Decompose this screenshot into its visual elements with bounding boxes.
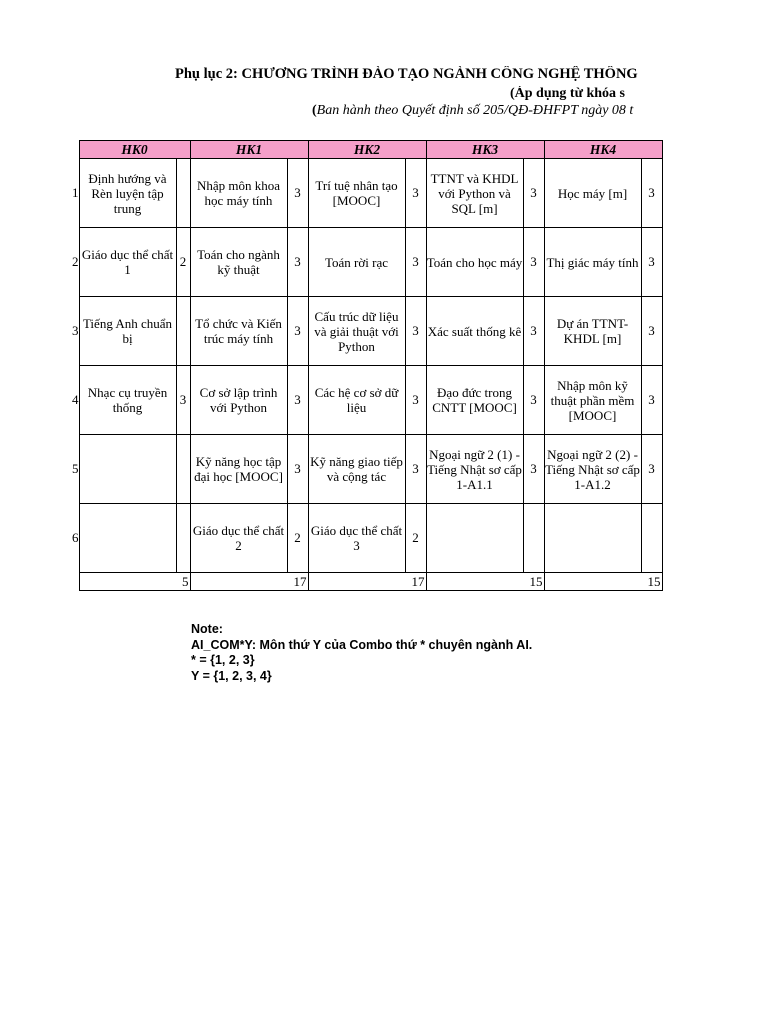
credit-cell: 3 (523, 435, 544, 504)
subject-cell: Học máy [m] (544, 159, 641, 228)
subject-cell: Ngoại ngữ 2 (2) - Tiếng Nhật sơ cấp 1-A1.2 (544, 435, 641, 504)
credit-cell: 3 (287, 366, 308, 435)
row-number: 4 (65, 366, 79, 435)
subject-cell: Các hệ cơ sở dữ liệu (308, 366, 405, 435)
subject-cell: Tổ chức và Kiến trúc máy tính (190, 297, 287, 366)
credit-cell: 3 (287, 297, 308, 366)
credit-cell: 3 (641, 297, 662, 366)
subject-cell: Đạo đức trong CNTT [MOOC] (426, 366, 523, 435)
subject-cell: Giáo dục thể chất 1 (79, 228, 176, 297)
credit-cell: 2 (287, 504, 308, 573)
credit-cell: 3 (641, 159, 662, 228)
subject-cell: Trí tuệ nhân tạo [MOOC] (308, 159, 405, 228)
subject-cell (426, 504, 523, 573)
term-credit-total: 15 (544, 573, 662, 591)
subject-cell: Giáo dục thể chất 2 (190, 504, 287, 573)
row-number: 3 (65, 297, 79, 366)
term-header: HK4 (544, 141, 662, 159)
credit-cell: 2 (405, 504, 426, 573)
credit-cell (176, 435, 190, 504)
credit-cell: 3 (523, 228, 544, 297)
credit-cell (176, 159, 190, 228)
subject-cell: Xác suất thống kê (426, 297, 523, 366)
totals-row (65, 573, 662, 591)
subject-cell: Nhạc cụ truyền thống (79, 366, 176, 435)
applicable-cohort-note: (Áp dụng từ khóa s (510, 86, 626, 101)
subject-cell (79, 504, 176, 573)
curriculum-table (65, 140, 663, 591)
table-row (65, 228, 662, 297)
term-header: HK1 (190, 141, 308, 159)
note-line: Y = {1, 2, 3, 4} (191, 668, 272, 683)
totals-spacer (65, 573, 79, 591)
subject-cell: Giáo dục thể chất 3 (308, 504, 405, 573)
row-number: 1 (65, 159, 79, 228)
subject-cell: Ngoại ngữ 2 (1) - Tiếng Nhật sơ cấp 1-A1.1 (426, 435, 523, 504)
credit-cell: 3 (176, 366, 190, 435)
credit-cell: 2 (176, 228, 190, 297)
decision-reference (312, 103, 662, 119)
subject-cell: Nhập môn khoa học máy tính (190, 159, 287, 228)
term-header: HK3 (426, 141, 544, 159)
subject-cell (79, 435, 176, 504)
table-row (65, 297, 662, 366)
credit-cell: 3 (523, 159, 544, 228)
credit-cell: 3 (287, 159, 308, 228)
document-title: Phụ lục 2: CHƯƠNG TRÌNH ĐÀO TẠO NGÀNH CÔNG NGHỆ THÔNG (175, 66, 638, 82)
credit-cell: 3 (405, 159, 426, 228)
note-block (191, 622, 532, 684)
subject-cell: Tiếng Anh chuẩn bị (79, 297, 176, 366)
subject-cell: Toán rời rạc (308, 228, 405, 297)
decision-reference-text: Ban hành theo Quyết định số 205/QĐ-ĐHFPT ngày 08 t (316, 103, 634, 118)
term-header-row (65, 141, 662, 159)
credit-cell: 3 (405, 297, 426, 366)
subject-cell: Toán cho ngành kỹ thuật (190, 228, 287, 297)
table-row (65, 435, 662, 504)
term-credit-total: 5 (79, 573, 190, 591)
term-header: HK0 (79, 141, 190, 159)
term-credit-total: 15 (426, 573, 544, 591)
subject-cell (544, 504, 641, 573)
table-row (65, 504, 662, 573)
term-credit-total: 17 (190, 573, 308, 591)
credit-cell: 3 (405, 435, 426, 504)
table-row (65, 159, 662, 228)
credit-cell (523, 504, 544, 573)
credit-cell: 3 (287, 228, 308, 297)
note-line: * = {1, 2, 3} (191, 653, 255, 667)
subject-cell: Thị giác máy tính (544, 228, 641, 297)
credit-cell: 3 (523, 366, 544, 435)
term-credit-total: 17 (308, 573, 426, 591)
decision-reference-lead: ( (312, 103, 317, 118)
credit-cell: 3 (641, 435, 662, 504)
subject-cell: Toán cho học máy (426, 228, 523, 297)
subject-cell: Cấu trúc dữ liệu và giải thuật với Python (308, 297, 405, 366)
subject-cell: Nhập môn kỹ thuật phần mềm [MOOC] (544, 366, 641, 435)
term-header: HK2 (308, 141, 426, 159)
subject-cell: Định hướng và Rèn luyện tập trung (79, 159, 176, 228)
subject-cell: Dự án TTNT-KHDL [m] (544, 297, 641, 366)
credit-cell (176, 504, 190, 573)
subject-cell: Kỹ năng học tập đại học [MOOC] (190, 435, 287, 504)
credit-cell (176, 297, 190, 366)
credit-cell: 3 (523, 297, 544, 366)
credit-cell: 3 (405, 228, 426, 297)
header-spacer (65, 141, 79, 159)
row-number: 6 (65, 504, 79, 573)
note-title: Note: (191, 622, 223, 636)
credit-cell (641, 504, 662, 573)
note-line: AI_COM*Y: Môn thứ Y của Combo thứ * chuyên ngành AI. (191, 637, 533, 652)
table-row (65, 366, 662, 435)
credit-cell: 3 (641, 366, 662, 435)
credit-cell: 3 (287, 435, 308, 504)
subject-cell: Cơ sở lập trình với Python (190, 366, 287, 435)
subject-cell: TTNT và KHDL với Python và SQL [m] (426, 159, 523, 228)
row-number: 5 (65, 435, 79, 504)
credit-cell: 3 (641, 228, 662, 297)
row-number: 2 (65, 228, 79, 297)
subject-cell: Kỹ năng giao tiếp và cộng tác (308, 435, 405, 504)
credit-cell: 3 (405, 366, 426, 435)
